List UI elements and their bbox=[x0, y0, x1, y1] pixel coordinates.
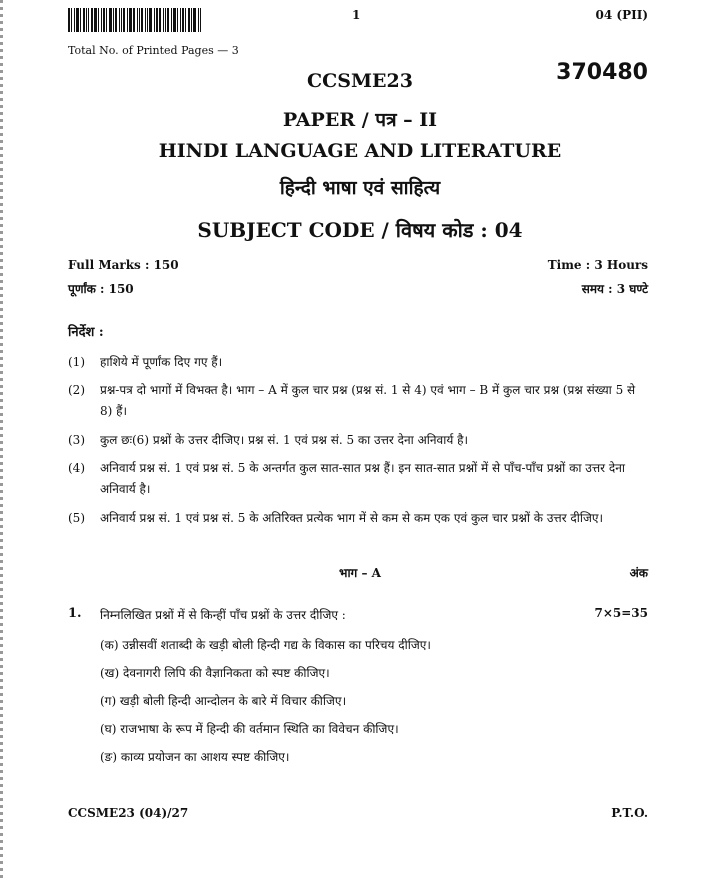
barcode-bar bbox=[145, 8, 146, 32]
time-hi: समय : 3 घण्टे bbox=[581, 282, 648, 296]
instruction-item bbox=[68, 352, 648, 373]
barcode-bar bbox=[193, 8, 196, 32]
instruction-num: (1) bbox=[68, 355, 85, 369]
question-marks: 7×5=35 bbox=[594, 606, 648, 620]
barcode-bar bbox=[115, 8, 117, 32]
instruction-text: प्रश्न-पत्र दो भागों में विभक्त है। भाग – A में कुल चार प्रश्न (प्रश्न सं. 1 से 4) एवं भाग – B में कुल चार प्रश्न (प्रश्न संख्या 5 से 8) हैं। bbox=[100, 383, 636, 418]
barcode-bar bbox=[129, 8, 132, 32]
subject-code: SUBJECT CODE / विषय कोड : 04 bbox=[197, 218, 523, 242]
barcode-bar bbox=[119, 8, 120, 32]
marks-column-label: अंक bbox=[629, 566, 648, 580]
barcode-bar bbox=[167, 8, 169, 32]
barcode-bar bbox=[171, 8, 172, 32]
printed-pages: Total No. of Printed Pages — 3 bbox=[68, 44, 239, 57]
barcode-bar bbox=[165, 8, 166, 32]
barcode-bar bbox=[127, 8, 128, 32]
barcode-bar bbox=[147, 8, 148, 32]
paper-code: 04 (PII) bbox=[595, 8, 648, 22]
barcode-bar bbox=[191, 8, 192, 32]
paper-title: PAPER / पत्र – II bbox=[282, 109, 438, 131]
barcode-bar bbox=[109, 8, 112, 32]
instruction-num: (3) bbox=[68, 433, 85, 447]
instruction-text: हाशिये में पूर्णांक दिए गए हैं। bbox=[100, 355, 223, 369]
barcode-bar bbox=[101, 8, 102, 32]
page-number: 1 bbox=[352, 8, 361, 22]
instruction-num: (4) bbox=[68, 461, 85, 475]
sub-question: (ङ) काव्य प्रयोजन का आशय स्पष्ट कीजिए। bbox=[100, 750, 290, 764]
instruction-item bbox=[68, 458, 648, 500]
sub-question: (क) उन्नीसवीं शताब्दी के खड़ी बोली हिन्दी गद्य के विकास का परिचय दीजिए। bbox=[100, 638, 431, 652]
barcode-bar bbox=[200, 8, 201, 32]
barcode-bar bbox=[88, 8, 89, 32]
barcode-bar bbox=[139, 8, 140, 32]
question-text: निम्नलिखित प्रश्नों में से किन्हीं पाँच प्रश्नों के उत्तर दीजिए : bbox=[100, 608, 346, 622]
barcode-bar bbox=[98, 8, 99, 32]
barcode-bar bbox=[121, 8, 122, 32]
barcode-bar bbox=[137, 8, 138, 32]
barcode-bar bbox=[71, 8, 72, 32]
time-en: Time : 3 Hours bbox=[547, 258, 648, 272]
instruction-text: अनिवार्य प्रश्न सं. 1 एवं प्रश्न सं. 5 के अतिरिक्त प्रत्येक भाग में से कम से कम एक एवं कुल चार प्रश्नों के उत्तर दीजिए। bbox=[100, 511, 604, 525]
barcode-bar bbox=[182, 8, 184, 32]
barcode-bar bbox=[106, 8, 107, 32]
instruction-item bbox=[68, 430, 648, 451]
serial-number: 370480 bbox=[556, 60, 648, 85]
footer-pto: P.T.O. bbox=[611, 806, 648, 820]
barcode-bar bbox=[74, 8, 75, 32]
barcode-bar bbox=[188, 8, 190, 32]
instruction-item bbox=[68, 380, 648, 422]
part-label: भाग – A bbox=[339, 566, 381, 580]
instruction-text: कुल छः(6) प्रश्नों के उत्तर दीजिए। प्रश्न सं. 1 एवं प्रश्न सं. 5 का उत्तर देना अनिवार्य है। bbox=[100, 433, 469, 447]
barcode-bar bbox=[159, 8, 161, 32]
barcode-bar bbox=[113, 8, 114, 32]
full-marks-hi: पूर्णांक : 150 bbox=[68, 282, 134, 296]
barcode-bar bbox=[141, 8, 143, 32]
instruction-item bbox=[68, 508, 648, 529]
sub-question: (ख) देवनागरी लिपि की वैज्ञानिकता को स्पष्ट कीजिए। bbox=[100, 666, 330, 680]
barcode-bar bbox=[180, 8, 181, 32]
exam-code: CCSME23 bbox=[307, 70, 413, 92]
footer-code: CCSME23 (04)/27 bbox=[68, 806, 189, 820]
full-marks-en: Full Marks : 150 bbox=[68, 258, 179, 272]
barcode-bar bbox=[163, 8, 164, 32]
barcode-bar bbox=[198, 8, 199, 32]
instructions-heading: निर्देश : bbox=[68, 325, 104, 340]
barcode-bar bbox=[123, 8, 125, 32]
sub-question: (ग) खड़ी बोली हिन्दी आन्दोलन के बारे में विचार कीजिए। bbox=[100, 694, 347, 708]
barcode-bar bbox=[173, 8, 176, 32]
sub-question: (घ) राजभाषा के रूप में हिन्दी की वर्तमान स्थिति का विवेचन कीजिए। bbox=[100, 722, 399, 736]
barcode-bar bbox=[86, 8, 87, 32]
instruction-num: (2) bbox=[68, 383, 85, 397]
barcode-bar bbox=[154, 8, 155, 32]
subject-english: HINDI LANGUAGE AND LITERATURE bbox=[158, 140, 562, 162]
barcode-bar bbox=[83, 8, 85, 32]
barcode bbox=[68, 8, 208, 32]
barcode-bar bbox=[91, 8, 93, 32]
instruction-text: अनिवार्य प्रश्न सं. 1 एवं प्रश्न सं. 5 के अन्तर्गत कुल सात-सात प्रश्न हैं। इन सात-सात प्रश्नों में से पाँच-पाँच प्रश्नों का उत्तर देना अनिवार्य है। bbox=[100, 461, 625, 496]
question-number: 1. bbox=[68, 606, 82, 621]
barcode-bar bbox=[76, 8, 79, 32]
barcode-bar bbox=[80, 8, 81, 32]
instruction-num: (5) bbox=[68, 511, 85, 525]
barcode-bar bbox=[185, 8, 186, 32]
barcode-bar bbox=[133, 8, 135, 32]
barcode-bar bbox=[156, 8, 158, 32]
barcode-bar bbox=[177, 8, 178, 32]
barcode-bar bbox=[149, 8, 152, 32]
barcode-bar bbox=[68, 8, 70, 32]
barcode-bar bbox=[94, 8, 97, 32]
subject-hindi: हिन्दी भाषा एवं साहित्य bbox=[279, 177, 441, 199]
barcode-bar bbox=[103, 8, 105, 32]
